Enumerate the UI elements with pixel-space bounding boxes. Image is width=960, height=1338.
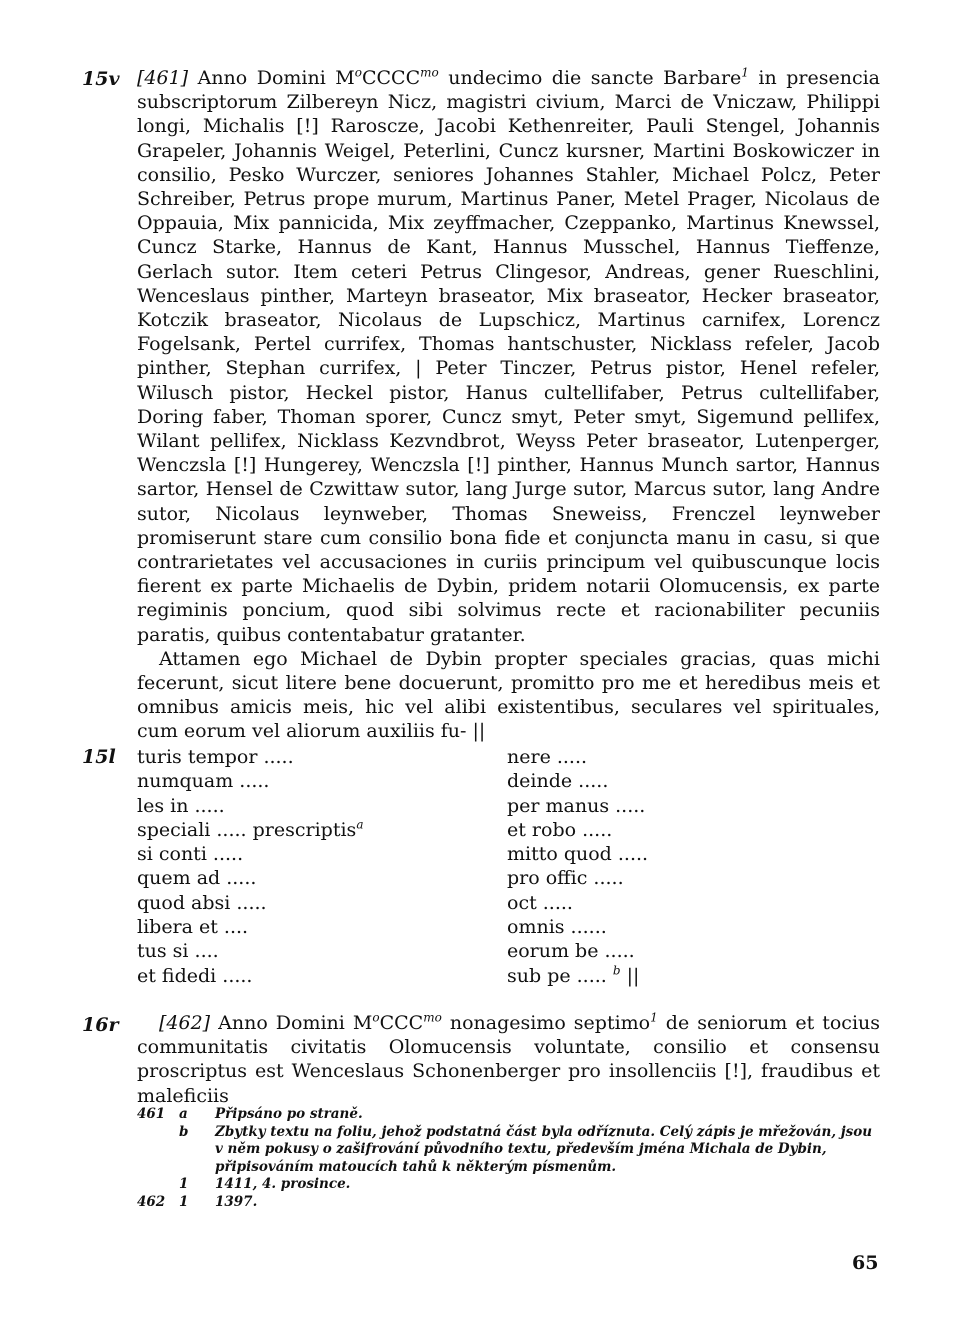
note-marker: b [179,1123,189,1140]
fragment-line: turis tempor ..... [137,746,294,768]
fragment-line: si conti ..... [137,843,244,866]
fragment-line: quem ad ..... [137,867,257,890]
text-run: sub pe ..... [507,964,613,987]
text-run: de seniorum et tocius communitatis civitatis Olomucensis voluntate, consilio et consensu proscriptus est Wenceslaus Schonenberger pro insollenciis [!], fraudibus et maleficiis [137,1012,881,1107]
fragment-column-left [137,745,363,988]
footnote-marker: 1 [741,65,749,80]
fragment-line: et robo ..... [507,818,613,841]
note-marker: 1 [179,1193,189,1210]
fragment-line: numquam ..... [137,770,270,793]
entry-number: [461] [137,67,189,89]
folio-marker-15v: 15v [82,68,120,90]
text-run: in presencia subscriptorum Zilbereyn Nicz, magistri civium, Marci de Vniczaw, Philippi longi, Michalis [!] Raroscze, Jacobi Kethenreiter, Pauli Stengel, Johannis Grapeler, Johannis Weigel, Peterlini, Cuncz kursner, Martini Boskowiczer in consilio, Pesko Wurczer, seniores Johannes Stahler, Michael Polcz, Peter Schreiber, Petrus prope murum, Martinus Paner, Metel Prager, Nicolaus de Oppauia, Mix pannicida, Mix zeyffmacher, Czeppanko, Martinus Knewssel, Cuncz Starke, Hannus de Kant, Hannus Musschel, Hannus Tieffenze, Gerlach sutor. Item ceteri Petrus Clingesor, Andreas, gener Rueschlini, Wenceslaus pinther, Marteyn braseator, Mix braseator, Hecker braseator, Kotczik braseator, Nicolaus de Lupschicz, Martinus carnifex, Lorencz Fogelsank, Pertel currifex, Thomas hantschuster, Nicklass refeler, Jacob pinther, Stephan currifex, | Peter Tinczer, Petrus pistor, Henel refeler, Wilusch pistor, Heckel pistor, Hanus cultellifaber, Petrus cultellifaber, Doring faber, Thoman sporer, Cuncz smyt, Peter smyt, Sigemund pellifex, Wilant pellifex, Nicklass Kezvndbrot, Weyss Peter braseator, Lutenperger, Wenczsla [!] Hungerey, Wenczsla [!] pinther, Hannus Munch sartor, Hannus sartor, Hensel de Czwittaw sutor, lang Jurge sutor, Marcus sutor, lang Andre sutor, Nicolaus leynweber, Thomas Sneweiss, Frenczel leynweber promiserunt stare cum consilio bona fide et conjuncta manu in casu, si que contrarietates vel accusaciones in curiis principum vel quibuscunque locis fierent ex parte Michaelis de Dybin, pridem notarii Olomucensis, ex parte regiminis poncium, quod sibi solvimus recte et racionabiliter pecuniis paratis, quibus contentabatur gratanter. [137,67,880,646]
fragment-line: oct ..... [507,891,573,914]
note-row [137,1124,880,1177]
text-run: speciali ..... prescriptis [137,818,357,841]
fragment-line: tus si .... [137,940,219,963]
fragment-line: nere ..... [507,746,588,768]
page-number: 65 [852,1252,879,1274]
folio-marker-15l: 15l [82,746,116,768]
entry-number: [462] [159,1012,211,1034]
fragment-line: et fidedi ..... [137,964,253,987]
fragment-line: quod absi ..... [137,891,267,914]
text-run: undecimo die sancte Barbare [438,67,742,89]
superscript: mo [420,65,439,80]
footnote-marker: b [612,963,621,978]
entry-461 [137,66,880,744]
superscript: o [372,1010,380,1025]
note-text: Zbytky textu na foliu, jehož podstatná část byla odříznuta. Celý zápis je mřežován, jsou v něm pokusy o zašifrování původního textu, především jména Michala de Dybin, připisováním matoucích tahů k některým písmenům. [215,1123,873,1175]
footnote-marker: 1 [650,1010,658,1025]
entry-461-paragraph-1 [137,66,880,647]
fragment-line: libera et .... [137,916,249,939]
note-marker: a [179,1106,188,1122]
text-run: nonagesimo septimo [441,1012,651,1034]
note-entry-id: 462 [137,1193,166,1210]
fragment-line: les in ..... [137,794,225,817]
note-row [137,1176,880,1194]
note-row [137,1106,880,1124]
note-text: 1397. [215,1193,258,1210]
fragment-line: eorum be ..... [507,940,635,963]
note-entry-id [137,1176,179,1194]
text-run: CCC [379,1012,424,1034]
superscript: o [354,65,362,80]
entry-462 [137,1011,880,1108]
note-row [137,1194,880,1212]
note-text: Připsáno po straně. [215,1106,363,1122]
fragment-line: deinde ..... [507,770,609,793]
fragment-line [137,818,363,842]
folio-marker-16r: 16r [82,1014,119,1036]
text-run: || [620,964,640,987]
critical-apparatus [137,1106,880,1211]
fragment-line: omnis ...... [507,916,607,939]
fragment-column-right [507,745,648,988]
note-marker: 1 [179,1176,189,1192]
entry-462-paragraph [137,1011,880,1108]
note-entry-id: 461 [137,1106,166,1122]
entry-461-paragraph-2: Attamen ego Michael de Dybin propter speciales gracias, quas michi fecerunt, sicut litere bene docuerunt, promitto pro me et heredibus meis et omnibus amicis meis, hic vel alibi existentibus, seculares vel spirituales, cum eorum vel aliorum auxiliis fu- || [137,647,880,743]
fragment-line [507,964,648,988]
text-run: Anno Domini M [218,1012,373,1034]
fragment-line: per manus ..... [507,794,646,817]
superscript: mo [423,1010,442,1025]
fragment-line: mitto quod ..... [507,843,649,866]
note-text: 1411, 4. prosince. [215,1176,351,1192]
text-run: Anno Domini M [197,67,355,89]
footnote-marker: a [356,817,364,832]
fragment-line: pro offic ..... [507,867,624,890]
note-entry-id [137,1124,179,1177]
text-run: CCCC [361,67,421,89]
